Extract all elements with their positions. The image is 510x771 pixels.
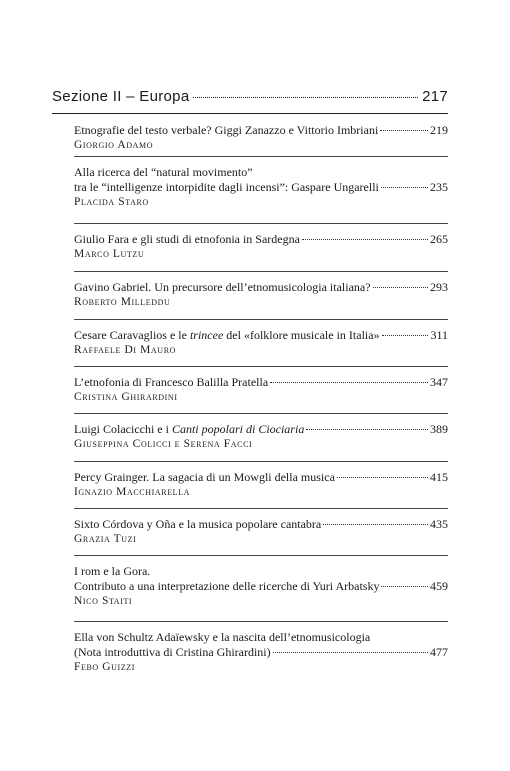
- entry-author: Ignazio Macchiarella: [74, 486, 191, 498]
- entry-title: Giulio Fara e gli studi di etnofonia in Sardegna: [74, 232, 300, 246]
- entry-author: Marco Lutzu: [74, 248, 145, 260]
- entry-title-line: [74, 328, 448, 343]
- entry-title-line: [74, 375, 448, 390]
- entry-title-line: [74, 579, 448, 594]
- entry-page-number: 389: [430, 422, 448, 436]
- entry-title: Etnografie del testo verbale? Giggi Zanazzo e Vittorio Imbriani: [74, 123, 379, 137]
- entry-title: tra le “intelligenze intorpidite dagli incensi”: Gaspare Ungarelli: [74, 180, 379, 194]
- leader-dots: [381, 586, 428, 587]
- entry-page-number: 435: [430, 517, 448, 531]
- entry-title-line: [74, 564, 448, 579]
- entry-title-line: [74, 123, 448, 138]
- entry-title: Ella von Schultz Adaïewsky e la nascita dell’etnomusicologia: [74, 630, 371, 644]
- entry-separator: [74, 271, 448, 272]
- leader-dots: [323, 524, 428, 525]
- entry-page-number: 477: [430, 645, 448, 659]
- entry-author: Roberto Milleddu: [74, 296, 171, 308]
- entry-separator: [74, 461, 448, 462]
- section-rule: [52, 113, 448, 114]
- entry-page-number: 235: [430, 180, 448, 194]
- leader-dots: [302, 239, 428, 240]
- toc-entry[interactable]: [74, 564, 448, 609]
- entry-author: Febo Guizzi: [74, 661, 136, 673]
- toc-entry[interactable]: [74, 422, 448, 452]
- leader-dots: [373, 287, 428, 288]
- toc-entry[interactable]: [74, 280, 448, 310]
- toc-entry[interactable]: [74, 375, 448, 405]
- entry-separator: [74, 366, 448, 367]
- entry-page-number: 347: [430, 375, 448, 389]
- entry-page-number: 311: [430, 328, 448, 342]
- toc-entry[interactable]: [74, 470, 448, 500]
- entry-author: Cristina Ghirardini: [74, 391, 178, 403]
- entry-page-number: 415: [430, 470, 448, 484]
- entry-title: L’etnofonia di Francesco Balilla Pratella: [74, 375, 269, 389]
- toc-entry[interactable]: [74, 123, 448, 153]
- entry-title: Alla ricerca del “natural movimento”: [74, 165, 253, 179]
- section-leader-dots: [193, 97, 418, 98]
- leader-dots: [380, 130, 428, 131]
- toc-entry[interactable]: [74, 165, 448, 210]
- leader-dots: [381, 187, 428, 188]
- entry-separator: [74, 508, 448, 509]
- leader-dots: [270, 382, 428, 383]
- entry-page-number: 265: [430, 232, 448, 246]
- entry-author: Grazia Tuzi: [74, 533, 137, 545]
- entry-author: Giorgio Adamo: [74, 139, 154, 151]
- entry-author: Raffaele Di Mauro: [74, 344, 177, 356]
- entry-author: Giuseppina Colicci e Serena Facci: [74, 438, 253, 450]
- entry-separator: [74, 413, 448, 414]
- entry-separator: [74, 156, 448, 157]
- leader-dots: [382, 335, 429, 336]
- entry-separator: [74, 555, 448, 556]
- entry-title: Sixto Córdova y Oña e la musica popolare cantabra: [74, 517, 322, 531]
- entry-title-line: [74, 280, 448, 295]
- toc-entry[interactable]: [74, 630, 448, 675]
- entry-title-line: [74, 165, 448, 180]
- entry-title-line: [74, 517, 448, 532]
- entry-title: Contributo a una interpretazione delle ricerche di Yuri Arbatsky: [74, 579, 380, 593]
- entry-title: I rom e la Gora.: [74, 564, 151, 578]
- entry-separator: [74, 223, 448, 224]
- entry-title: Percy Grainger. La sagacia di un Mowgli della musica: [74, 470, 335, 484]
- leader-dots: [337, 477, 428, 478]
- entry-page-number: 459: [430, 579, 448, 593]
- section-heading: [52, 88, 448, 105]
- entry-title-line: [74, 645, 448, 660]
- entry-title: Cesare Caravaglios e le trincee del «folklore musicale in Italia»: [74, 328, 380, 342]
- entry-page-number: 219: [430, 123, 448, 137]
- entry-title-line: [74, 232, 448, 247]
- entry-separator: [74, 319, 448, 320]
- entry-title-line: [74, 470, 448, 485]
- leader-dots: [306, 429, 428, 430]
- entry-author: Nico Staiti: [74, 595, 133, 607]
- leader-dots: [273, 652, 428, 653]
- entry-title: Gavino Gabriel. Un precursore dell’etnomusicologia italiana?: [74, 280, 371, 294]
- toc-entry[interactable]: [74, 517, 448, 547]
- section-title: Sezione II – Europa: [52, 88, 190, 105]
- toc-entry[interactable]: [74, 232, 448, 262]
- entry-separator: [74, 621, 448, 622]
- entry-page-number: 293: [430, 280, 448, 294]
- entry-author: Placida Staro: [74, 196, 149, 208]
- entry-title-line: [74, 180, 448, 195]
- entry-title-line: [74, 422, 448, 437]
- toc-entry[interactable]: [74, 328, 448, 358]
- entry-title: Luigi Colacicchi e i Canti popolari di Ciociaria: [74, 422, 305, 436]
- entry-title-line: [74, 630, 448, 645]
- entry-title: (Nota introduttiva di Cristina Ghirardini): [74, 645, 271, 659]
- section-page-number: 217: [422, 88, 448, 105]
